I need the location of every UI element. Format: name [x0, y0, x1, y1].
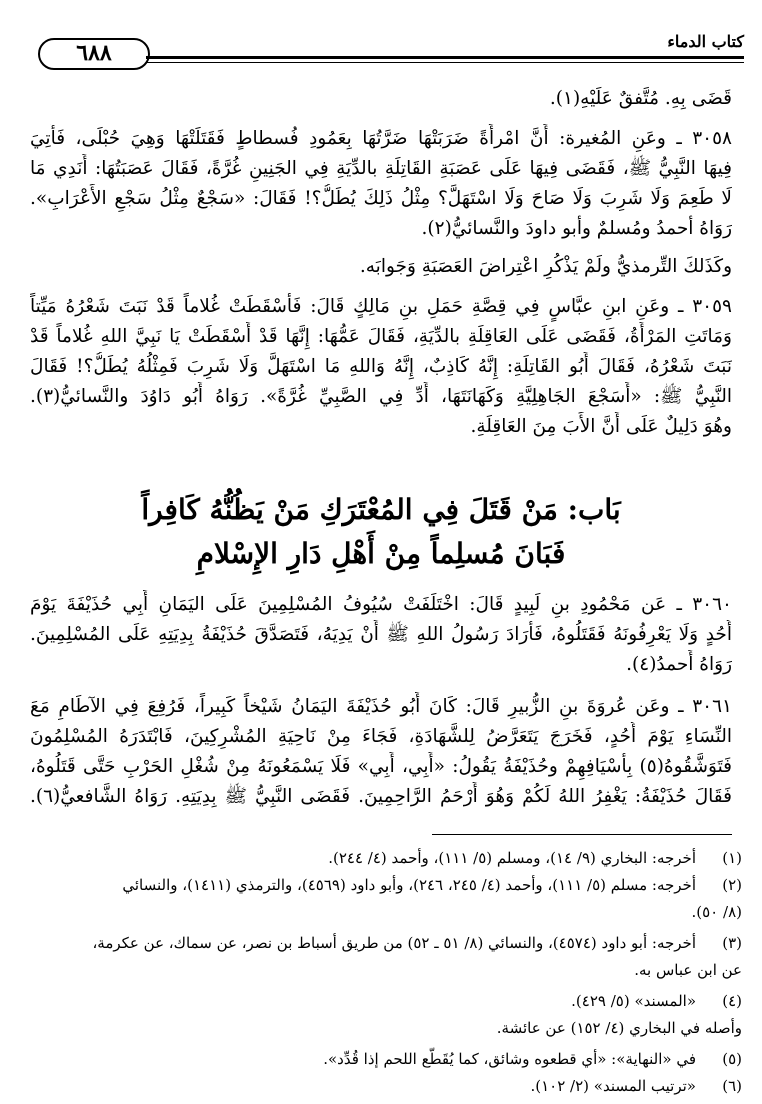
text-line: لَا طَعِمَ وَلَا شَرِبَ وَلَا صَاحَ وَلَا اسْتَهَلَّ؟ مِثْلُ ذَلِكَ يُطَلُّ؟! فَقَالَ: «سَجْعٌ مِثْلُ سَجْعِ الأَعْرَابِ».	[30, 188, 732, 209]
footnote-text: أخرجه: البخاري (٩/ ١٤)، ومسلم (٥/ ١١١)، وأحمد (٤/ ٢٤٤).	[328, 849, 696, 867]
footnote-separator	[432, 834, 732, 835]
footnote	[20, 846, 742, 871]
footnote-text: أخرجه: مسلم (٥/ ١١١)، وأحمد (٤/ ٢٤٥، ٢٤٦)، وأبو داود (٤٥٦٩)، والترمذي (١٤١١)، والنسائي	[122, 876, 696, 894]
header-rule	[146, 56, 744, 59]
footnotes	[20, 846, 742, 1101]
footnote-continuation: عن ابن عباس به.	[634, 961, 742, 979]
text-line: أُحُدٍ وَلَا يَعْرِفُونَهُ فَقَتَلُوهُ، فَأَرَادَ رَسُولُ اللهِ ﷺ أَنْ يَدِيَهُ، فَتَصَدَّقَ حُذَيْفَةُ بِدِيَتِهِ عَلَى المُسْلِمِينَ.	[30, 624, 732, 645]
page-number: ٦٨٨	[38, 38, 150, 70]
text-line: فَقَالَ حُذَيْفَةُ: يَغْفِرُ اللهُ لَكُمْ وَهُوَ أَرْحَمُ الرَّاحِمِينَ. فَقَضَى النَّبِيُّ ﷺ بِدِيَتِهِ. رَوَاهُ الشَّافعيُّ(٦).	[30, 786, 732, 807]
footnote-text: في «النهاية»: «أي قطعوه وشائق، كما يُقَطَّع اللحم إذا قُدِّد».	[323, 1050, 696, 1068]
footnote-number: (٦)	[722, 1077, 742, 1095]
text-line: ٣٠٦١ ـ وعَن عُروَةَ بنِ الزُّبيرِ قَالَ: كَانَ أَبُو حُذَيْفَةَ اليَمَانُ شَيْخاً كَبِيراً، فَرُفِعَ فِي الآطَامِ مَعَ	[30, 696, 732, 717]
text-line: وكَذَلكَ التِّرمذيُّ ولَمْ يَذْكُرِ اعْتِراضَ العَصَبَةِ وَجَوابَه.	[359, 256, 732, 277]
text-line: ٣٠٦٠ ـ عَن مَحْمُودِ بنِ لَبِيدٍ قَالَ: اخْتَلَفَتْ سُيُوفُ المُسْلِمِينَ عَلَى اليَمَانِ أَبِي حُذَيْفَةَ يَوْمَ	[30, 594, 732, 615]
running-title: كتاب الدماء	[667, 32, 744, 51]
text-block-c	[30, 692, 732, 812]
chapter-title	[30, 488, 732, 576]
footnote	[20, 1047, 742, 1072]
text-line: قَضَى بِهِ. مُتَّفقٌ عَلَيْهِ(١).	[549, 88, 732, 109]
text-line: النِّسَاءِ يَوْمَ أُحُدٍ، فَخَرَجَ يَتَعَرَّضُ لِلشَّهَادَةِ، فَجَاءَ مِنْ نَاحِيَةِ المُشْرِكِينَ، فَابْتَدَرَهُ المُسْلِمُونَ	[30, 726, 732, 747]
text-line: رَوَاهُ أَحمدُ(٤).	[626, 654, 732, 675]
footnote-continuation: (٨/ ٥٠).	[691, 903, 742, 921]
text-line: فِيهَا النَّبِيُّ ﷺ، فَقَضَى فِيهَا عَلَى عَصَبَةِ القَاتِلَةِ بالدِّيَةِ فِي الجَنِينِ غُرَّةً، فَقَالَ عَصَبَتُهَا: أَنَدِي مَا	[30, 158, 732, 179]
text-line: ٣٠٥٨ ـ وعَنِ المُغيرة: أَنَّ امْرأَةً ضَرَبَتْهَا ضَرَّتُهَا بِعَمُودِ فُسطاطٍ فَقَتَلَتْهَا وَهِيَ حُبْلَى، فَأُتِيَ	[30, 128, 732, 149]
footnote-text: «ترتيب المسند» (٢/ ١٠٢).	[530, 1077, 696, 1095]
text-line: وَمَاتَتِ المَرْأَةُ، فَقَضَى عَلَى العَاقِلَةِ بالدِّيَةِ، فَقَالَ عَمُّهَا: إِنَّهَا قَدْ أَسْقَطَتْ يَا نَبِيَّ اللهِ غُلاماً قَدْ	[30, 326, 732, 347]
footnote	[20, 989, 742, 1014]
footnote-number: (٢)	[722, 876, 742, 894]
chapter-title-line-2: فَبَانَ مُسلِماً مِنْ أَهْلِ دَارِ الإِسْلامِ	[196, 537, 566, 570]
text-line: فَتَوَشَّقُوهُ(٥) بِأَسْيَافِهِمْ وحُذَيْفَةُ يَقُولُ: «أَبِي، أَبِي» فَلَا يَسْمَعُونَهُ مِنْ شُغْلِ الحَرْبِ حَتَّى قَتَلُوهُ،	[30, 756, 732, 777]
footnote-number: (٤)	[722, 992, 742, 1010]
chapter-title-line-1: بَاب: مَنْ قَتَلَ فِي المُعْتَرَكِ مَنْ يَظُنُّهُ كَافِراً	[141, 493, 621, 526]
footnote	[20, 931, 742, 956]
footnote	[20, 1074, 742, 1099]
footnote-number: (١)	[722, 849, 742, 867]
text-line: ٣٠٥٩ ـ وعَنِ ابنِ عبَّاسٍ فِي قِصَّةِ حَمَلِ بنِ مَالِكٍ قَالَ: فَأَسْقَطَتْ غُلاماً قَدْ نَبَتَ شَعْرُهُ مَيِّتاً	[30, 296, 732, 317]
text-line: النَّبِيُّ ﷺ: «أَسَجْعَ الجَاهِلِيَّةِ وَكَهَانَتَهَا، أَدِّ فِي الصَّبِيِّ غُرَّةً». رَوَاهُ أَبُو دَاوُدَ والنَّسائيُّ(٣).	[30, 386, 732, 407]
footnote-text: «المسند» (٥/ ٤٢٩).	[571, 992, 696, 1010]
text-block-a	[30, 84, 732, 442]
footnote-number: (٣)	[722, 934, 742, 952]
text-line: وهُوَ دَلِيلٌ عَلَى أَنَّ الأَبَ مِنَ العَاقِلَةِ.	[470, 416, 732, 437]
header-rule-thin	[146, 62, 744, 63]
footnote-continuation: وأصله في البخاري (٤/ ١٥٢) عن عائشة.	[496, 1019, 742, 1037]
footnote	[20, 873, 742, 898]
footnote-text: أخرجه: أبو داود (٤٥٧٤)، والنسائي (٨/ ٥١ ـ ٥٢) من طريق أسباط بن نصر، عن سماك، عن عكرمة،	[92, 934, 696, 952]
text-line: رَوَاهُ أحمدُ ومُسلمٌ وأبو داودَ والنَّسائيُّ(٢).	[421, 218, 732, 239]
text-block-b	[30, 590, 732, 680]
page-header	[20, 28, 744, 74]
footnote-number: (٥)	[722, 1050, 742, 1068]
text-line: نَبَتَ شَعْرُهُ، فَقَالَ أَبُو القَاتِلَةِ: إِنَّهُ كَاذِبٌ، إِنَّهُ وَاللهِ مَا اسْتَهَلَّ وَلَا شَرِبَ فَمِثْلُهُ يُطَلُّ؟! فَقَالَ	[30, 356, 732, 377]
